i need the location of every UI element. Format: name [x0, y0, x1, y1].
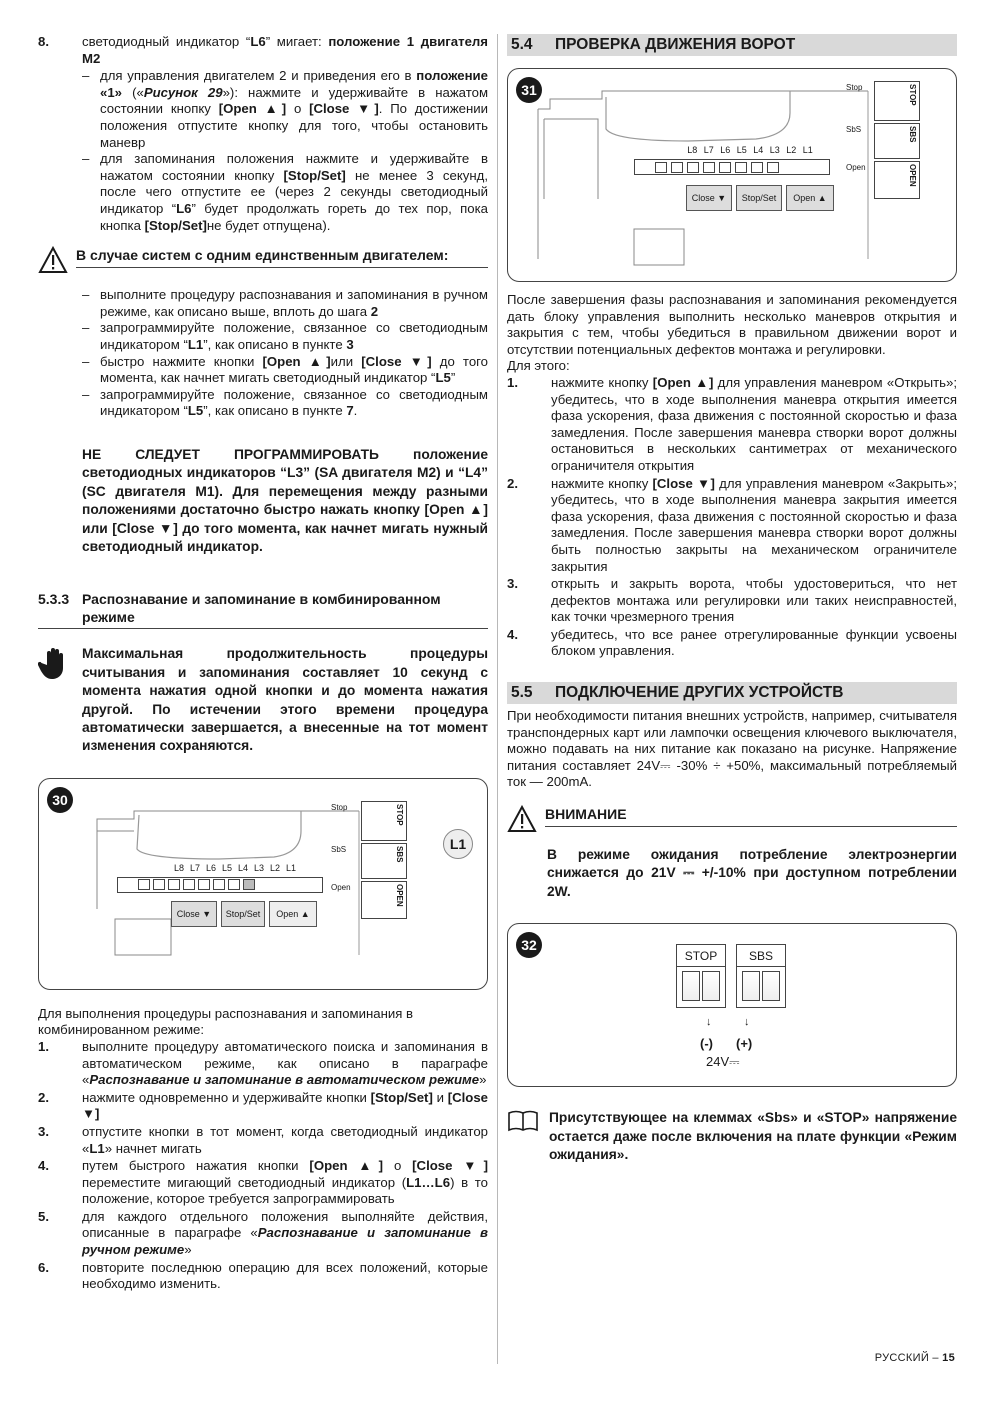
close-button: Close ▼ — [171, 901, 217, 927]
figure-number: 32 — [516, 932, 542, 958]
hand-stop-icon — [38, 645, 80, 755]
led-row — [634, 159, 830, 175]
terminal-block: STOP SBS OPEN — [361, 801, 407, 919]
led-labels: L8 L7 L6 L5 L4 L3 L2 L1 — [173, 862, 296, 873]
book-note: Присутствующее на клеммах «Sbs» и «STOP» напряжение остается даже после включения на плате функции «Режим ожидания». — [507, 1109, 957, 1164]
section-5-4-heading: 5.4 ПРОВЕРКА ДВИЖЕНИЯ ВОРОТ — [507, 34, 957, 56]
step-8: 8. светодиодный индикатор “L6” мигает: положение 1 двигателя M2 — [38, 34, 488, 66]
section-5-5-heading: 5.5 ПОДКЛЮЧЕНИЕ ДРУГИХ УСТРОЙСТВ — [507, 682, 957, 704]
figure-number: 30 — [47, 787, 73, 813]
single-motor-list — [82, 287, 488, 420]
hand-note: Максимальная продолжительность процедуры считывания и запоминания составляет 10 секунд с момента нажатия одной кнопки и до момента нажатия другой. По истечении этого времени процедура автоматически завершается, а внесенные на тот момент изменения сохраняются. — [38, 645, 488, 755]
close-button: Close ▼ — [686, 185, 732, 211]
list-item: 3. открыть и закрыть ворота, чтобы удостовериться, что нет дефектов монтажа или регулировки или таких неисправностей, как точки чрезмерного трения — [507, 576, 957, 625]
list-item: – быстро нажмите кнопки [Open ▲]или [Close ▼] до того момента, как начнет мигать светодиодный индикатор “L5” — [82, 353, 489, 386]
arrow-down-icon: ↓ — [744, 1016, 750, 1029]
combined-steps — [38, 1039, 488, 1293]
figure-30 — [38, 778, 488, 990]
warning-triangle-icon — [507, 805, 545, 838]
terminal-labels: Stop SbS Open — [846, 83, 866, 172]
list-item: 4. убедитесь, что все ранее отрегулированные функции усвоены блоком управления. — [507, 626, 957, 659]
sbs-terminal: SBS — [736, 944, 786, 1008]
board-buttons — [171, 901, 317, 927]
led-l1-blinking — [243, 879, 255, 890]
led-labels: L8 L7 L6 L5 L4 L3 L2 L1 — [687, 145, 813, 155]
board-buttons — [686, 185, 834, 211]
led-row — [117, 877, 323, 893]
open-button: Open ▲ — [786, 185, 834, 211]
minus-label: (-) — [700, 1036, 713, 1052]
list-item: 2. нажмите кнопку [Close ▼] для управления маневром «Закрыть»; убедитесь, что в ходе выполнения маневра закрытия имеется фаза ускорения, фаза движения с постоянной скоростью и фаза замедления. После завершения маневра створки ворот должны быть полностью закрыты на механическом ограничителе закрытия — [507, 475, 958, 574]
single-motor-warning — [38, 246, 488, 279]
list-item: 1. выполните процедуру автоматического поиска и запоминания в автоматическом режиме, как описано в параграфе «Распознавание и запоминание в автоматическом режиме» — [38, 1038, 488, 1088]
check-steps — [507, 375, 957, 660]
terminal-labels: Stop SbS Open — [331, 802, 351, 892]
attention-warning — [507, 805, 957, 838]
step-8-dashes — [82, 68, 488, 234]
right-column — [507, 34, 957, 1164]
figure-31 — [507, 68, 957, 282]
warning-triangle-icon — [38, 246, 76, 279]
list-item: – запрограммируйте положение, связанное со светодиодным индикатором “L1”, как описано в пункте 3 — [82, 320, 488, 352]
check-intro: После завершения фазы распознавания и запоминания рекомендуется дать блоку управления выполнить несколько маневров открытия и закрытия с тем, чтобы убедиться в правильном движении ворот и отсутствии потенциальных дефектов монтажа и регулировки. — [507, 292, 957, 357]
plus-label: (+) — [736, 1036, 753, 1052]
list-item: 1. нажмите кнопку [Open ▲] для управления маневром «Открыть»; убедитесь, что в ходе выполнения маневра открытия имеется фаза ускорения, фаза движения с постоянной скоростью и фаза замедления. После завершения маневра створки ворот должны остановиться в нескольких сантиметрах от механического ограничителя открытия — [507, 374, 958, 473]
book-icon — [507, 1109, 549, 1164]
list-item: 3. отпустите кнопки в тот момент, когда светодиодный индикатор «L1» начнет мигать — [38, 1123, 488, 1156]
attention-title: ВНИМАНИЕ — [545, 805, 957, 827]
list-item: – выполните процедуру распознавания и запоминания в ручном режиме, как описано выше, вплоть до шага 2 — [82, 287, 488, 319]
column-divider — [497, 34, 498, 1364]
list-item: – для управления двигателем 2 и приведения его в положение «1» («Рисунок 29»): нажмите и удерживайте в нажатом состоянии кнопку [Open ▲] о [Close ▼]. По достижении положения отпустите кнопку для того, чтобы остановить маневр — [82, 68, 489, 150]
combined-intro: Для выполнения процедуры распознавания и запоминания в комбинированном режиме: — [38, 1005, 414, 1038]
page-footer: РУССКИЙ – 15 — [874, 1352, 955, 1364]
single-motor-title: В случае систем с одним единственным двигателем: — [76, 246, 488, 268]
list-item: – для запоминания положения нажмите и удерживайте в нажатом состоянии кнопку [Stop/Set] не менее 3 секунд, после чего отпустите ее (через 2 секунды светодиодный индикатор “L6” будет продолжать гореть до тех пор, пока кнопка [Stop/Set]не будет отпущена). — [82, 151, 489, 233]
list-item: 6. повторите последнюю операцию для всех положений, которые необходимо изменить. — [38, 1259, 488, 1292]
section-5-3-3-heading: 5.3.3 Распознавание и запоминание в комбинированном режиме — [38, 590, 488, 629]
open-button: Open ▲ — [269, 901, 317, 927]
no-program-note: НЕ СЛЕДУЕТ ПРОГРАММИРОВАТЬ положение светодиодных индикаторов “L3” (SA двигателя M2) и “L4” (SC двигателя M1). Для перемещения между разными положениями достаточно быстро нажать кнопку [Open ▲] или [Close ▼] до того момента, как начнет мигать нужный светодиодный индикатор. — [82, 446, 488, 554]
list-item: 2. нажмите одновременно и удерживайте кнопки [Stop/Set] и [Close ▼] — [38, 1089, 488, 1122]
stop-set-button: Stop/Set — [221, 901, 265, 927]
stop-set-button: Stop/Set — [736, 185, 782, 211]
figure-32 — [507, 923, 957, 1087]
list-item: 5. для каждого отдельного положения выполняйте действия, описанные в параграфе «Распознавание и запоминание в ручном режиме» — [38, 1208, 488, 1258]
voltage-label: 24V⎓ — [706, 1054, 740, 1070]
list-item: 4. путем быстрого нажатия кнопки [Open ▲] о [Close ▼] переместите мигающий светодиодный индикатор (L1…L6) в то положение, которое требуется запрограммировать — [38, 1158, 488, 1207]
attention-text: В режиме ожидания потребление электроэнергии снижается до 21V ⎓ +/-10% при доступном потреблении 2W. — [547, 847, 957, 899]
l1-callout: L1 — [443, 829, 473, 859]
list-item: – запрограммируйте положение, связанное со светодиодным индикатором “L5”, как описано в пункте 7. — [82, 386, 488, 419]
figure-number: 31 — [516, 77, 542, 103]
arrow-down-icon: ↓ — [706, 1016, 712, 1029]
terminal-block: STOP SBS OPEN — [874, 81, 920, 199]
check-lead: Для этого: — [507, 358, 570, 374]
other-devices-text: При необходимости питания внешних устройств, например, считывателя транспондерных карт или лампочки освещения ключевого выключателя, можно подавать на них питание как показано на рисунке. Напряжение питания составляет 24V⎓ -30% ÷ +50%, максимальный потребляемый ток — 200mA. — [507, 708, 957, 790]
stop-terminal: STOP — [676, 944, 726, 1008]
left-column — [38, 34, 488, 1294]
